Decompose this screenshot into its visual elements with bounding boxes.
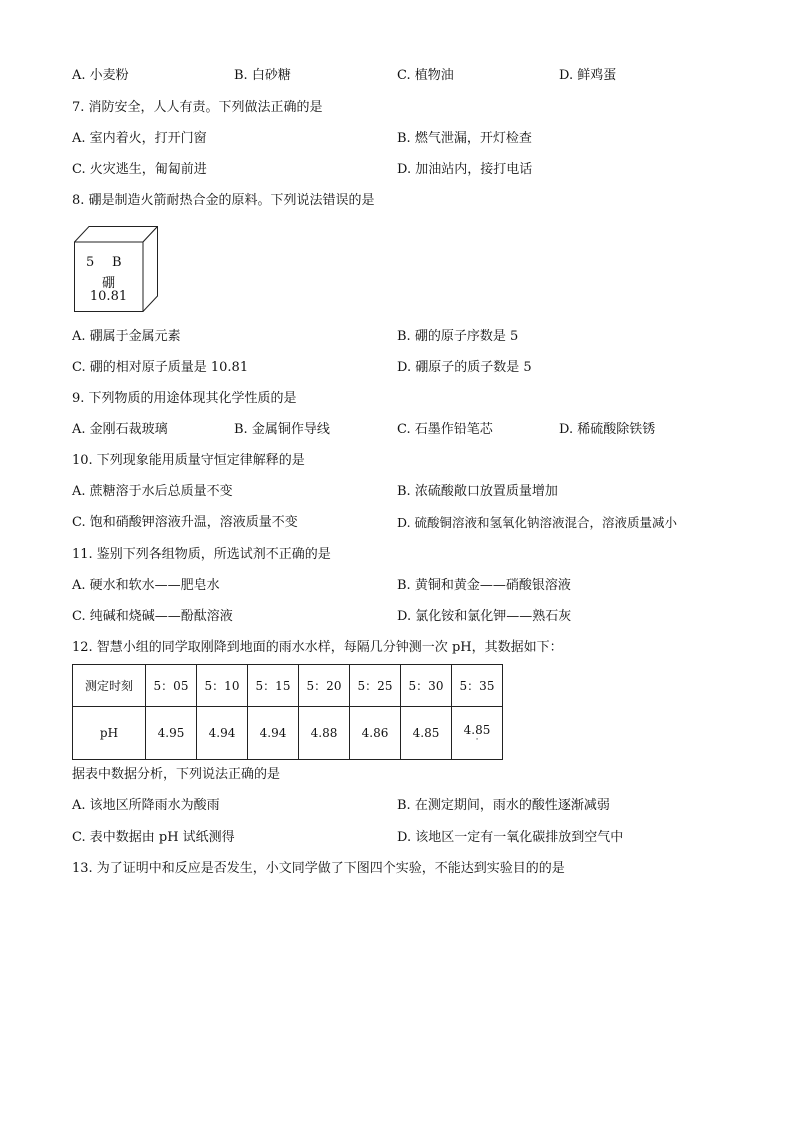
option-c: C. 饱和硝酸钾溶液升温，溶液质量不变	[72, 515, 298, 530]
table-cell: 5：10	[197, 665, 248, 707]
option-b: B. 硼的原子序数是 5	[397, 329, 519, 344]
option-b: B. 在测定期间，雨水的酸性逐渐减弱	[397, 798, 610, 813]
table-row	[73, 665, 503, 707]
option-d: D. 加油站内，接打电话	[397, 162, 533, 177]
option-b: B. 黄铜和黄金——硝酸银溶液	[397, 578, 571, 593]
option-a: A. 金刚石裁玻璃	[72, 422, 168, 437]
cell-value: 4.85	[463, 723, 491, 737]
option-a: A. 硬水和软水——肥皂水	[72, 578, 220, 593]
atomic-number: 5	[86, 255, 95, 270]
option-c: C. 硼的相对原子质量是 10.81	[72, 360, 249, 375]
element-card	[74, 226, 158, 312]
element-name: 硼	[101, 276, 115, 291]
option-a: A. 室内着火，打开门窗	[72, 131, 207, 146]
table-cell: 4.85	[401, 707, 452, 760]
option-d: D. 稀硫酸除铁锈	[559, 422, 656, 437]
question-stem: 7. 消防安全，人人有责。下列做法正确的是	[72, 100, 323, 115]
table-cell: 4.94	[248, 707, 299, 760]
table-cell: 5：35	[452, 665, 503, 707]
option-c: C. 植物油	[397, 68, 454, 83]
option-a: A. 该地区所降雨水为酸雨	[72, 798, 220, 813]
question-stem: 11. 鉴别下列各组物质，所选试剂不正确的是	[72, 547, 331, 562]
option-b: B. 金属铜作导线	[234, 422, 330, 437]
option-b: B. 白砂糖	[234, 68, 291, 83]
element-symbol: B	[112, 255, 122, 270]
option-c: C. 火灾逃生，匍匐前进	[72, 162, 207, 177]
table-header-cell: 测定时刻	[73, 665, 146, 707]
table-cell: 4.94	[197, 707, 248, 760]
question-stem: 12. 智慧小组的同学取刚降到地面的雨水水样，每隔几分钟测一次 pH，其数据如下：	[72, 640, 563, 655]
table-cell	[452, 707, 503, 760]
option-c: C. 表中数据由 pH 试纸测得	[72, 830, 235, 845]
table-cell: 4.88	[299, 707, 350, 760]
question-stem: 10. 下列现象能用质量守恒定律解释的是	[72, 453, 305, 468]
table-row	[73, 707, 503, 760]
option-a: A. 蔗糖溶于水后总质量不变	[72, 484, 233, 499]
option-a: A. 小麦粉	[72, 68, 129, 83]
analysis-prompt: 据表中数据分析，下列说法正确的是	[72, 767, 281, 782]
option-d: D. 硼原子的质子数是 5	[397, 360, 532, 375]
table-cell: 5：20	[299, 665, 350, 707]
option-b: B. 燃气泄漏，开灯检查	[397, 131, 532, 146]
option-d: D. 该地区一定有一氧化碳排放到空气中	[397, 830, 624, 845]
stray-dot-mark: ·	[475, 735, 479, 745]
question-stem: 8. 硼是制造火箭耐热合金的原料。下列说法错误的是	[72, 193, 375, 208]
question-stem: 13. 为了证明中和反应是否发生，小文同学做了下图四个实验，不能达到实验目的的是	[72, 861, 565, 876]
atomic-mass: 10.81	[89, 289, 128, 304]
table-cell: 4.95	[146, 707, 197, 760]
option-d: D. 鲜鸡蛋	[559, 68, 617, 83]
option-a: A. 硼属于金属元素	[72, 329, 181, 344]
table-cell: 4.86	[350, 707, 401, 760]
table-cell: 5：30	[401, 665, 452, 707]
option-b: B. 浓硫酸敞口放置质量增加	[397, 484, 558, 499]
ph-data-table	[72, 664, 503, 760]
table-header-cell: pH	[73, 707, 146, 760]
option-d: D. 氯化铵和氯化钾——熟石灰	[397, 609, 572, 624]
table-cell: 5：05	[146, 665, 197, 707]
table-cell: 5：15	[248, 665, 299, 707]
table-cell: 5：25	[350, 665, 401, 707]
option-c: C. 纯碱和烧碱——酚酞溶液	[72, 609, 233, 624]
option-c: C. 石墨作铅笔芯	[397, 422, 493, 437]
question-stem: 9. 下列物质的用途体现其化学性质的是	[72, 391, 297, 406]
option-d: D. 硫酸铜溶液和氢氧化钠溶液混合，溶液质量减小	[397, 515, 678, 530]
